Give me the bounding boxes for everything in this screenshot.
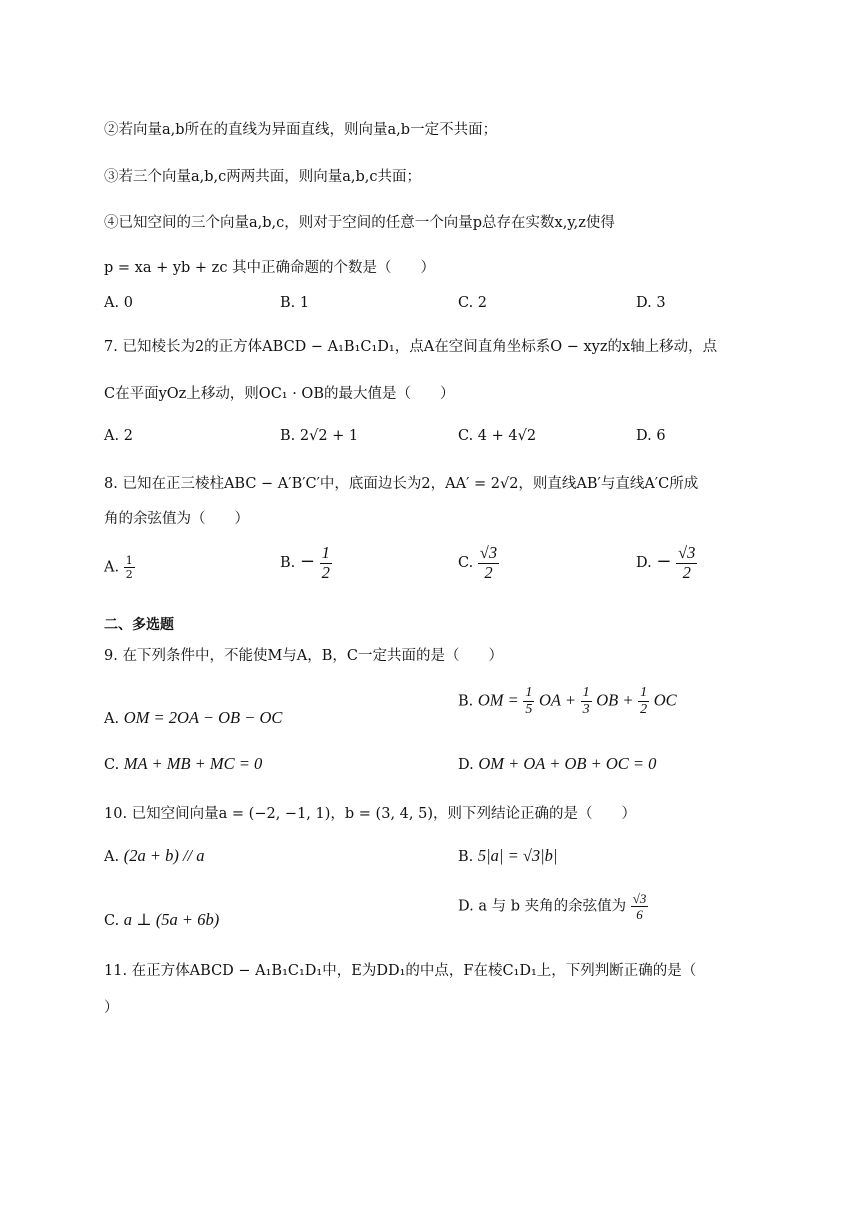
numerator: √3 (632, 891, 647, 906)
option-formula: 5|a| = √3|b| (477, 846, 558, 865)
numerator: 1 (125, 554, 133, 567)
q8-option-b (280, 545, 332, 581)
option-label: A. (104, 711, 120, 727)
fraction (478, 545, 499, 581)
q6-option-a: A. 0 (104, 295, 133, 311)
q9-stem: 9. 在下列条件中，不能使M与A，B，C一定共面的是（ ） (104, 648, 504, 664)
q10-option-d (458, 892, 648, 921)
q10-option-a (104, 846, 205, 866)
q6-option-d: D. 3 (636, 295, 666, 311)
q9-option-b (458, 686, 677, 717)
q10-stem: 10. 已知空间向量a = (−2, −1, 1)，b = (3, 4, 5)，则下列结论正确的是（ ） (104, 806, 636, 822)
fraction (676, 545, 697, 581)
q8-stem-line-1: 8. 已知在正三棱柱ABC − A′B′C′中，底面边长为2，AA′ = 2√2，则直线AB′与直线A′C所成 (104, 476, 699, 492)
denominator: 5 (525, 702, 533, 717)
minus-sign: − (656, 551, 672, 572)
denominator: 2 (640, 702, 648, 717)
option-term: OC (653, 690, 677, 710)
option-formula: a ⊥ (5a + 6b) (123, 910, 220, 929)
q11-stem-line-2: ） (104, 1000, 119, 1016)
option-text: a 与 b 夹角的余弦值为 (478, 898, 627, 915)
fraction (523, 686, 534, 717)
q7-option-d: D. 6 (636, 428, 666, 444)
q8-option-a (104, 555, 135, 580)
option-formula: MA + MB + MC = 0 (123, 754, 263, 773)
q6-option-b: B. 1 (280, 295, 310, 311)
q7-stem-line-2: C在平面yOz上移动，则OC₁ · OB的最大值是（ ） (104, 386, 455, 402)
q7-option-c: C. 4 + 4√2 (458, 428, 537, 444)
q6-statement-4: ④已知空间的三个向量a,b,c，则对于空间的任意一个向量p总存在实数x,y,z使得 (104, 215, 615, 231)
option-formula: OM = 2OA − OB − OC (123, 708, 283, 727)
denominator: 2 (484, 562, 493, 582)
q6-option-c: C. 2 (458, 295, 488, 311)
q7-stem-line-1: 7. 已知棱长为2的正方体ABCD − A₁B₁C₁D₁，点A在空间直角坐标系O − xyz的x轴上移动，点 (104, 339, 718, 355)
option-label: A. (104, 559, 120, 576)
option-formula: OM + OA + OB + OC = 0 (478, 754, 657, 773)
q6-statement-2: ②若向量a,b所在的直线为异面直线，则向量a,b一定不共面； (104, 122, 498, 138)
option-label: D. (636, 555, 652, 571)
q6-statement-3: ③若三个向量a,b,c两两共面，则向量a,b,c共面； (104, 169, 422, 185)
denominator: 2 (682, 562, 691, 582)
q10-option-b (458, 846, 557, 866)
numerator: √3 (479, 543, 498, 562)
numerator: 1 (582, 685, 590, 700)
q7-option-a: A. 2 (104, 428, 133, 444)
denominator: 2 (321, 562, 330, 582)
q9-option-d (458, 754, 656, 774)
option-label: B. (280, 555, 296, 571)
option-label: C. (104, 913, 120, 929)
q7-option-b: B. 2√2 + 1 (280, 428, 359, 444)
denominator: 2 (125, 568, 133, 581)
option-formula-lhs: OM = (477, 690, 519, 710)
q11-stem-line-1: 11. 在正方体ABCD − A₁B₁C₁D₁中，E为DD₁的中点，F在棱C₁D₁上，下列判断正确的是（ (104, 963, 697, 979)
fraction (320, 545, 332, 581)
option-term: OB + (596, 690, 634, 710)
option-label: C. (458, 555, 474, 571)
option-label: B. (458, 693, 474, 710)
numerator: 1 (321, 543, 330, 562)
q6-statement-4-formula: p = xa + yb + zc 其中正确命题的个数是（ ） (104, 260, 436, 276)
section-heading: 二、多选题 (104, 617, 174, 633)
fraction (631, 892, 649, 921)
q10-option-c (104, 910, 219, 930)
denominator: 3 (582, 702, 590, 717)
fraction (581, 686, 592, 717)
option-label: A. (104, 849, 120, 865)
option-label: C. (104, 757, 120, 773)
q8-option-c (458, 545, 499, 581)
denominator: 6 (636, 907, 643, 922)
fraction (638, 686, 649, 717)
q8-option-d (636, 545, 697, 581)
q8-stem-line-2: 角的余弦值为（ ） (104, 511, 249, 527)
numerator: 1 (525, 685, 533, 700)
option-label: D. (458, 898, 474, 915)
numerator: √3 (678, 543, 696, 562)
numerator: 1 (640, 685, 648, 700)
option-label: B. (458, 849, 474, 865)
option-formula: (2a + b) // a (123, 846, 205, 865)
q9-option-c (104, 754, 262, 774)
fraction (124, 555, 135, 580)
minus-sign: − (299, 551, 315, 572)
option-label: D. (458, 757, 474, 773)
q9-option-a (104, 708, 282, 728)
option-term: OA + (539, 690, 576, 710)
